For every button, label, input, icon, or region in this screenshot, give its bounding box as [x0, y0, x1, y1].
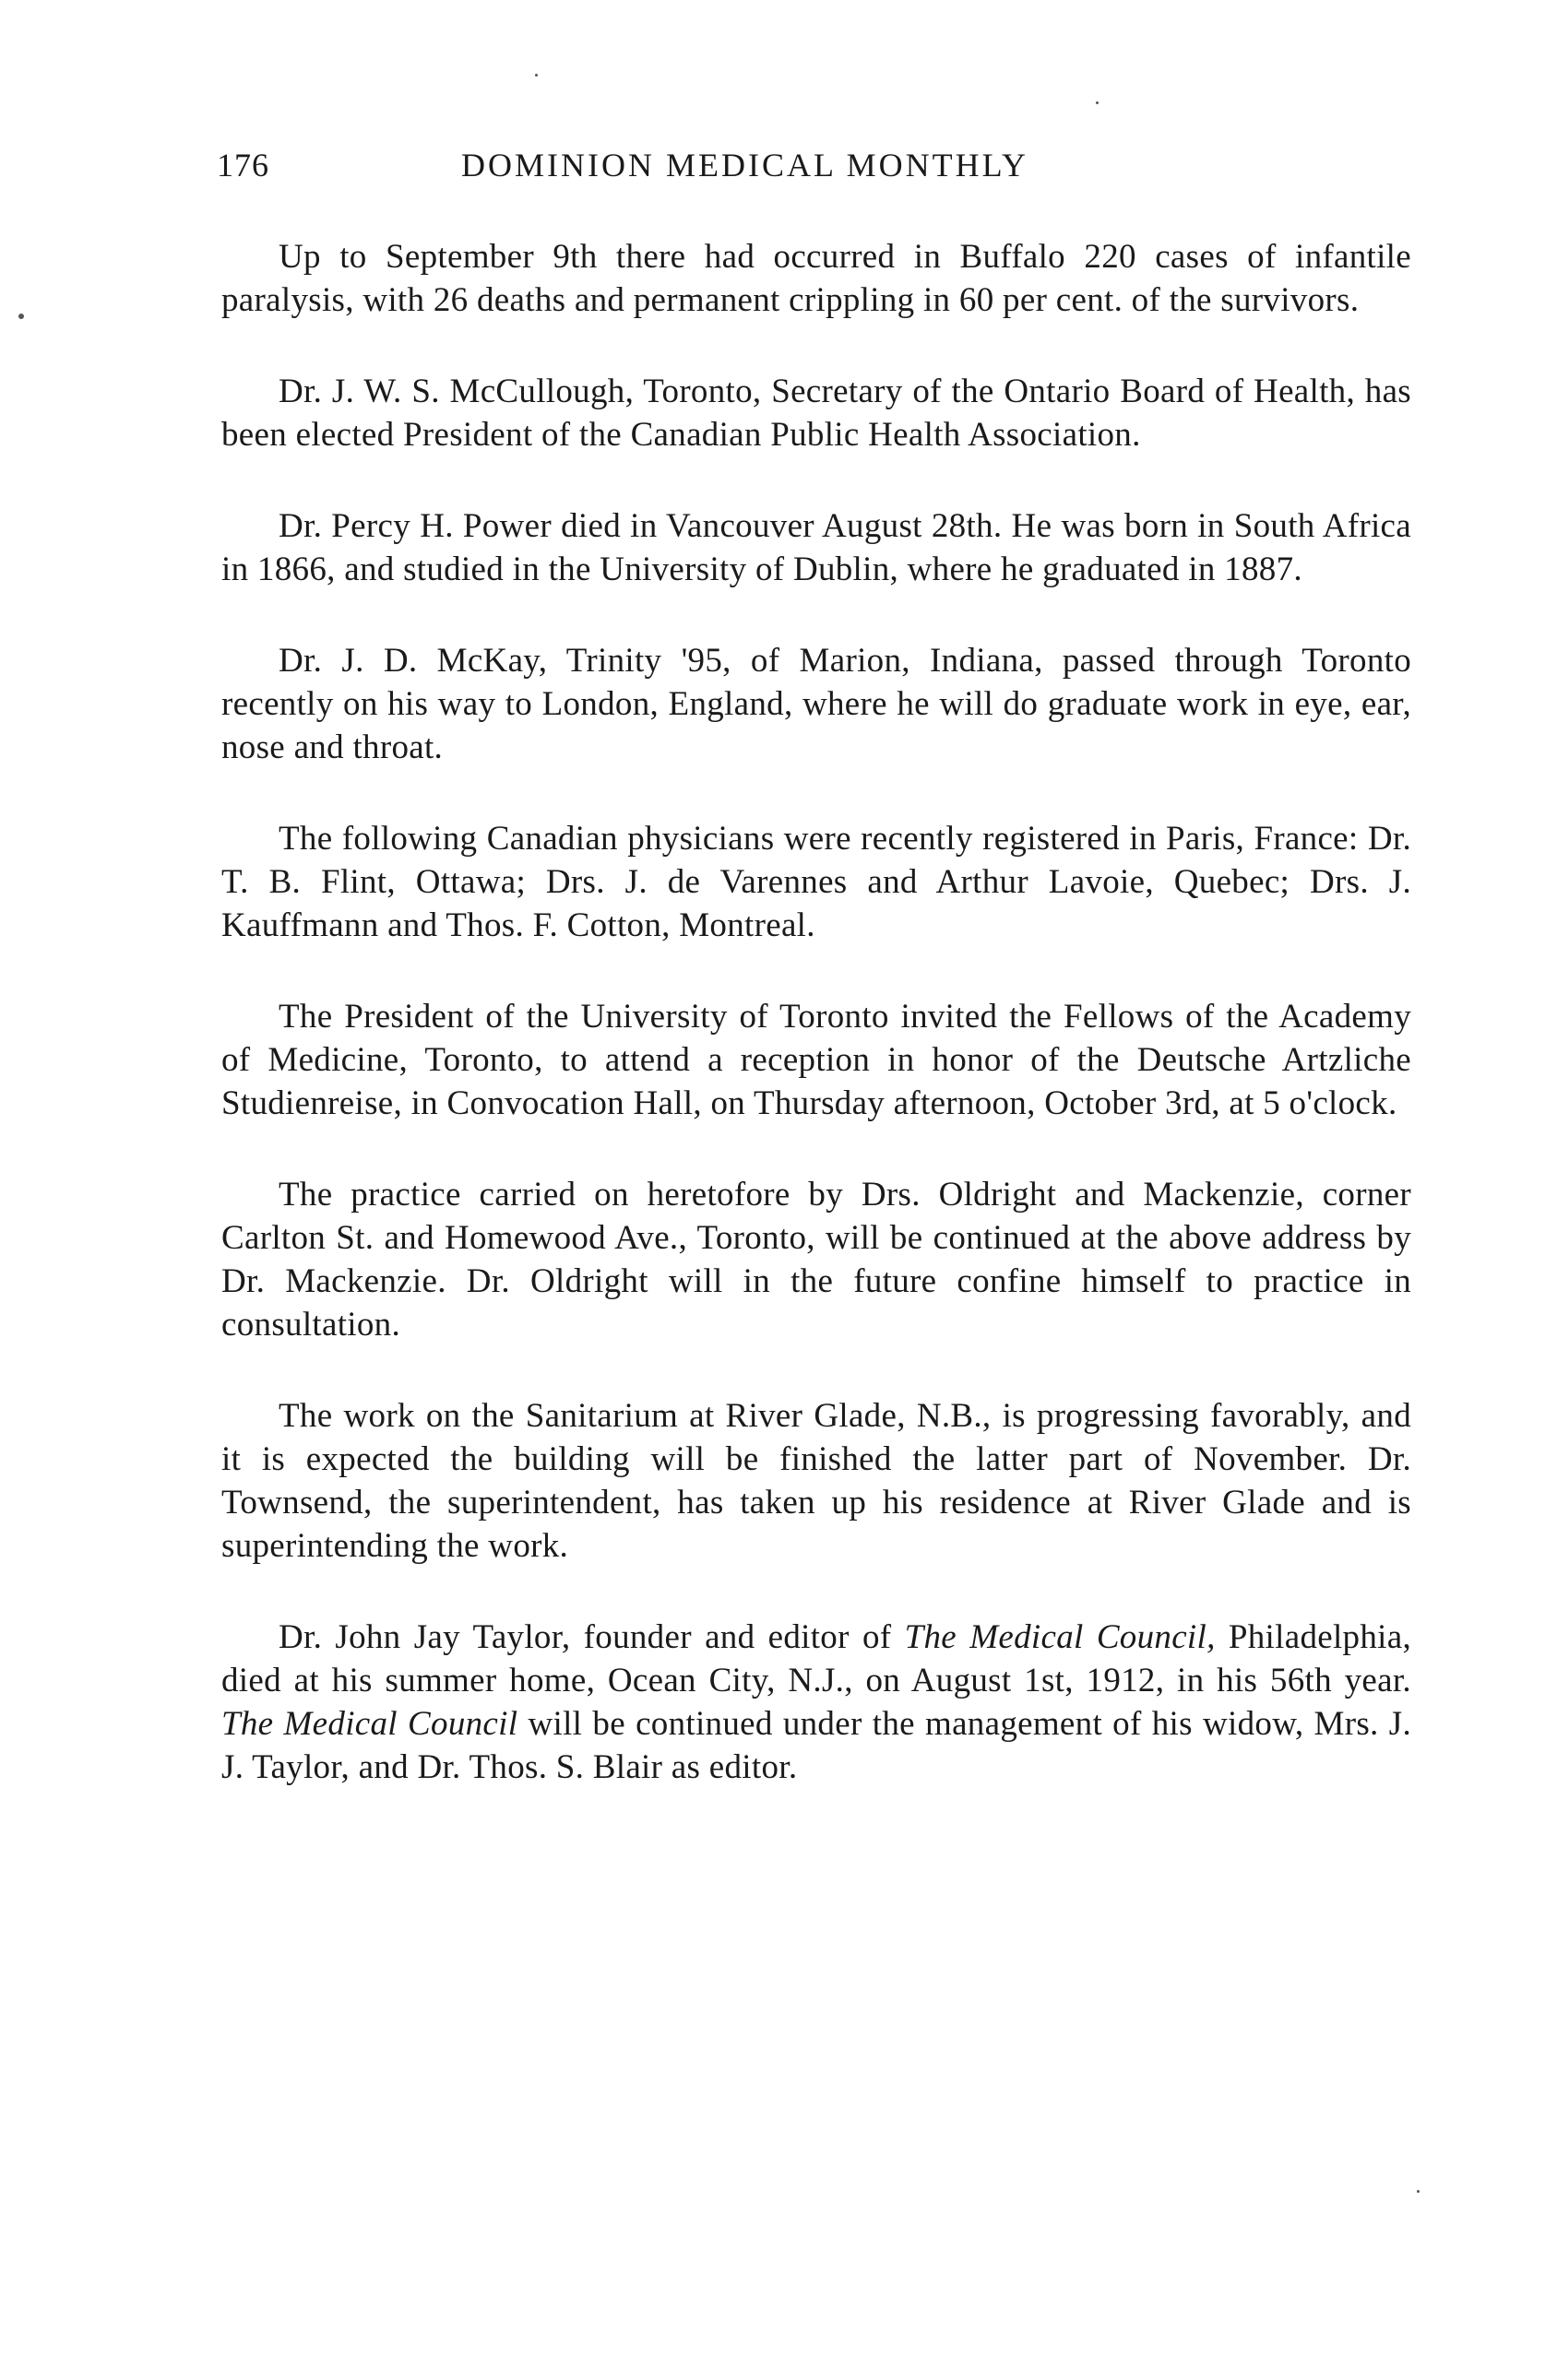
news-item-power-obituary: [221, 504, 1411, 591]
news-item-mckay: [221, 639, 1411, 769]
journal-title: DOMINION MEDICAL MONTHLY: [461, 147, 1029, 184]
news-item-text: Dr. Percy H. Power died in Vancouver August 28th. He was born in South Africa in 1866, and studied in the University of Dublin, where he graduated in 1887.: [221, 507, 1411, 588]
journal-name-italic: The Medical Council: [221, 1705, 518, 1743]
news-item-buffalo-paralysis: [221, 235, 1411, 322]
news-item-paris-registrations: [221, 817, 1411, 947]
news-item-text-part: Dr. John Jay Taylor, founder and editor of: [279, 1618, 905, 1656]
scan-speck: [1417, 2190, 1420, 2193]
news-item-taylor-obituary: [221, 1616, 1411, 1789]
journal-name-italic: The Medical Council,: [904, 1618, 1216, 1656]
news-item-mccullough: [221, 370, 1411, 456]
news-item-text-part: Philadelphia, died at his summer home, Ocean City, N.J., on August 1st, 1912, in his 56th year.: [221, 1618, 1411, 1699]
news-item-text: The practice carried on heretofore by Drs. Oldright and Mackenzie, corner Carlton St. and Homewood Ave., Toronto, will be continued at the above address by Dr. Mackenzie. Dr. Oldright will in the future confine himself to practice in consultation.: [221, 1176, 1411, 1344]
scan-speck: [535, 74, 538, 77]
news-item-text: Up to September 9th there had occurred in Buffalo 220 cases of infantile paralysis, with 26 deaths and permanent crippling in 60 per cent. of the survivors.: [221, 238, 1411, 319]
page-number: 176: [217, 147, 269, 184]
news-item-text: Dr. J. W. S. McCullough, Toronto, Secretary of the Ontario Board of Health, has been elected President of the Canadian Public Health Association.: [221, 373, 1411, 454]
scan-speck: [1096, 101, 1099, 104]
news-items: [221, 235, 1411, 1837]
news-item-reception: [221, 995, 1411, 1125]
news-item-text: The work on the Sanitarium at River Glade, N.B., is progressing favorably, and it is expected the building will be finished the latter part of November. Dr. Townsend, the superintendent, has taken up his residence at River Glade and is superintending the work.: [221, 1397, 1411, 1565]
news-item-text: The following Canadian physicians were recently registered in Paris, France: Dr. T. B. Flint, Ottawa; Drs. J. de Varennes and Arthur Lavoie, Quebec; Drs. J. Kauffmann and Thos. F. Cotton, Montreal.: [221, 820, 1411, 944]
news-item-oldright-practice: [221, 1173, 1411, 1346]
news-item-text: Dr. J. D. McKay, Trinity '95, of Marion, Indiana, passed through Toronto recently on his way to London, England, where he will do graduate work in eye, ear, nose and throat.: [221, 642, 1411, 766]
news-item-text-part: will be continued under the management of his widow, Mrs. J. J. Taylor, and Dr. Thos. S. Blair as editor.: [221, 1705, 1411, 1786]
running-head: [217, 146, 1397, 197]
news-item-sanitarium: [221, 1394, 1411, 1568]
scan-speck: [18, 314, 24, 319]
news-item-text: The President of the University of Toronto invited the Fellows of the Academy of Medicine, Toronto, to attend a reception in honor of the Deutsche Artzliche Studienreise, in Convocation Hall, on Thursday afternoon, October 3rd, at 5 o'clock.: [221, 998, 1411, 1122]
